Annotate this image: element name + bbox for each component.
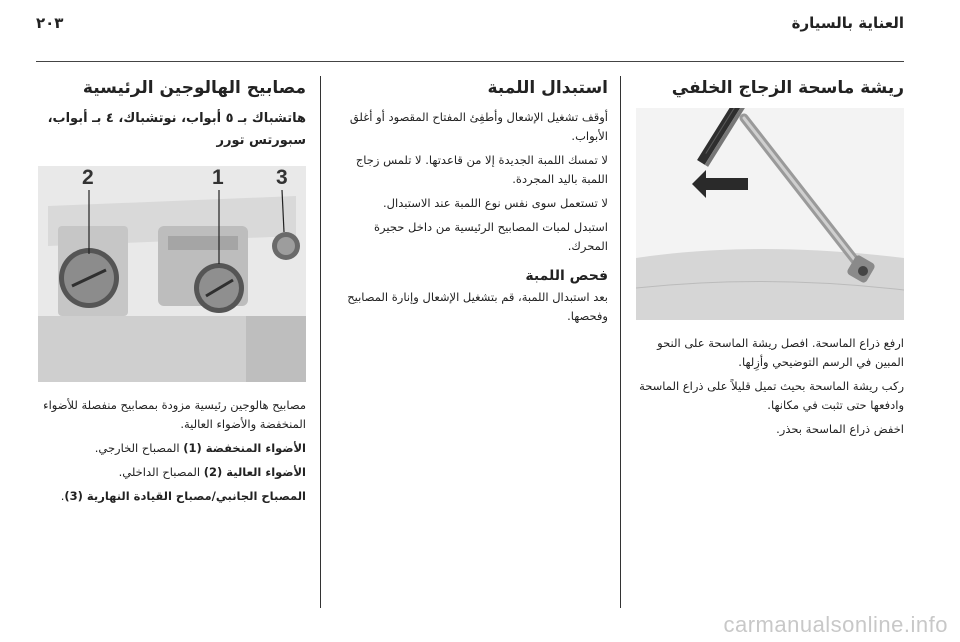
column-divider xyxy=(320,76,321,608)
page-header xyxy=(36,10,904,40)
section-heading: ريشة ماسحة الزجاج الخلفي xyxy=(671,78,904,98)
bulb-replacement-section xyxy=(340,76,608,331)
chapter-title: العناية بالسيارة xyxy=(791,14,904,32)
paragraph: أوقف تشغيل الإشعال وأطفِئ المفتاح المقصود أو أغلق الأبواب. xyxy=(349,110,608,143)
halogen-headlights-section xyxy=(38,76,306,511)
paragraph: بعد استبدال اللمبة، قم بتشغيل الإشعال وإنارة المصابيح وفحصها. xyxy=(347,290,608,323)
item-text: . xyxy=(60,489,65,503)
paragraph: لا تستعمل سوى نفس نوع اللمبة عند الاستبدال. xyxy=(383,196,608,210)
paragraph: ركب ريشة الماسحة بحيث تميل قليلاً على ذراع الماسحة وادفعها حتى تثبت في مكانها. xyxy=(639,379,904,412)
rear-wiper-illustration xyxy=(636,108,904,320)
paragraph: اخفض ذراع الماسحة بحذر. xyxy=(776,422,904,436)
item-label: المصباح الجانبي/مصباح القيادة النهارية (3) xyxy=(64,489,306,503)
bulb-item xyxy=(38,463,306,482)
headlight-illustration xyxy=(38,166,306,382)
rear-wiper-section xyxy=(636,76,904,444)
callout-label: 3 xyxy=(276,166,288,189)
item-text: المصباح الخارجي. xyxy=(94,441,184,455)
section-heading: مصابيح الهالوجين الرئيسية xyxy=(82,78,306,98)
callout-label: 2 xyxy=(82,166,94,189)
paragraph: استبدل لمبات المصابيح الرئيسية من داخل حجيرة المحرك. xyxy=(374,220,608,253)
callout-label: 1 xyxy=(212,166,224,189)
item-text: المصباح الداخلي. xyxy=(118,465,204,479)
page-number: ٢٠٣ xyxy=(36,14,64,32)
column-divider xyxy=(620,76,621,608)
body-variants: هاتشباك بـ ٥ أبواب، نوتشباك، ٤ بـ أبواب، سبورتس تورر xyxy=(47,111,306,148)
item-label: الأضواء المنخفضة (1) xyxy=(183,441,306,455)
section-heading: استبدال اللمبة xyxy=(487,78,608,98)
headlight-drawing xyxy=(38,166,306,382)
bulb-item xyxy=(38,487,306,506)
header-rule xyxy=(36,61,904,62)
bulb-item xyxy=(38,439,306,458)
paragraph: مصابيح هالوجين رئيسية مزودة بمصابيح منفصلة للأضواء المنخفضة والأضواء العالية. xyxy=(43,398,306,431)
item-label: الأضواء العالية (2) xyxy=(203,465,306,479)
paragraph: لا تمسك اللمبة الجديدة إلا من قاعدتها. لا تلمس زجاج اللمبة باليد المجردة. xyxy=(355,153,608,186)
paragraph: ارفع ذراع الماسحة. افصل ريشة الماسحة على النحو المبين في الرسم التوضيحي وأزِلها. xyxy=(657,336,904,369)
subsection-heading: فحص اللمبة xyxy=(525,268,608,284)
wiper-drawing xyxy=(636,108,904,320)
watermark: carmanualsonline.info xyxy=(723,612,948,637)
